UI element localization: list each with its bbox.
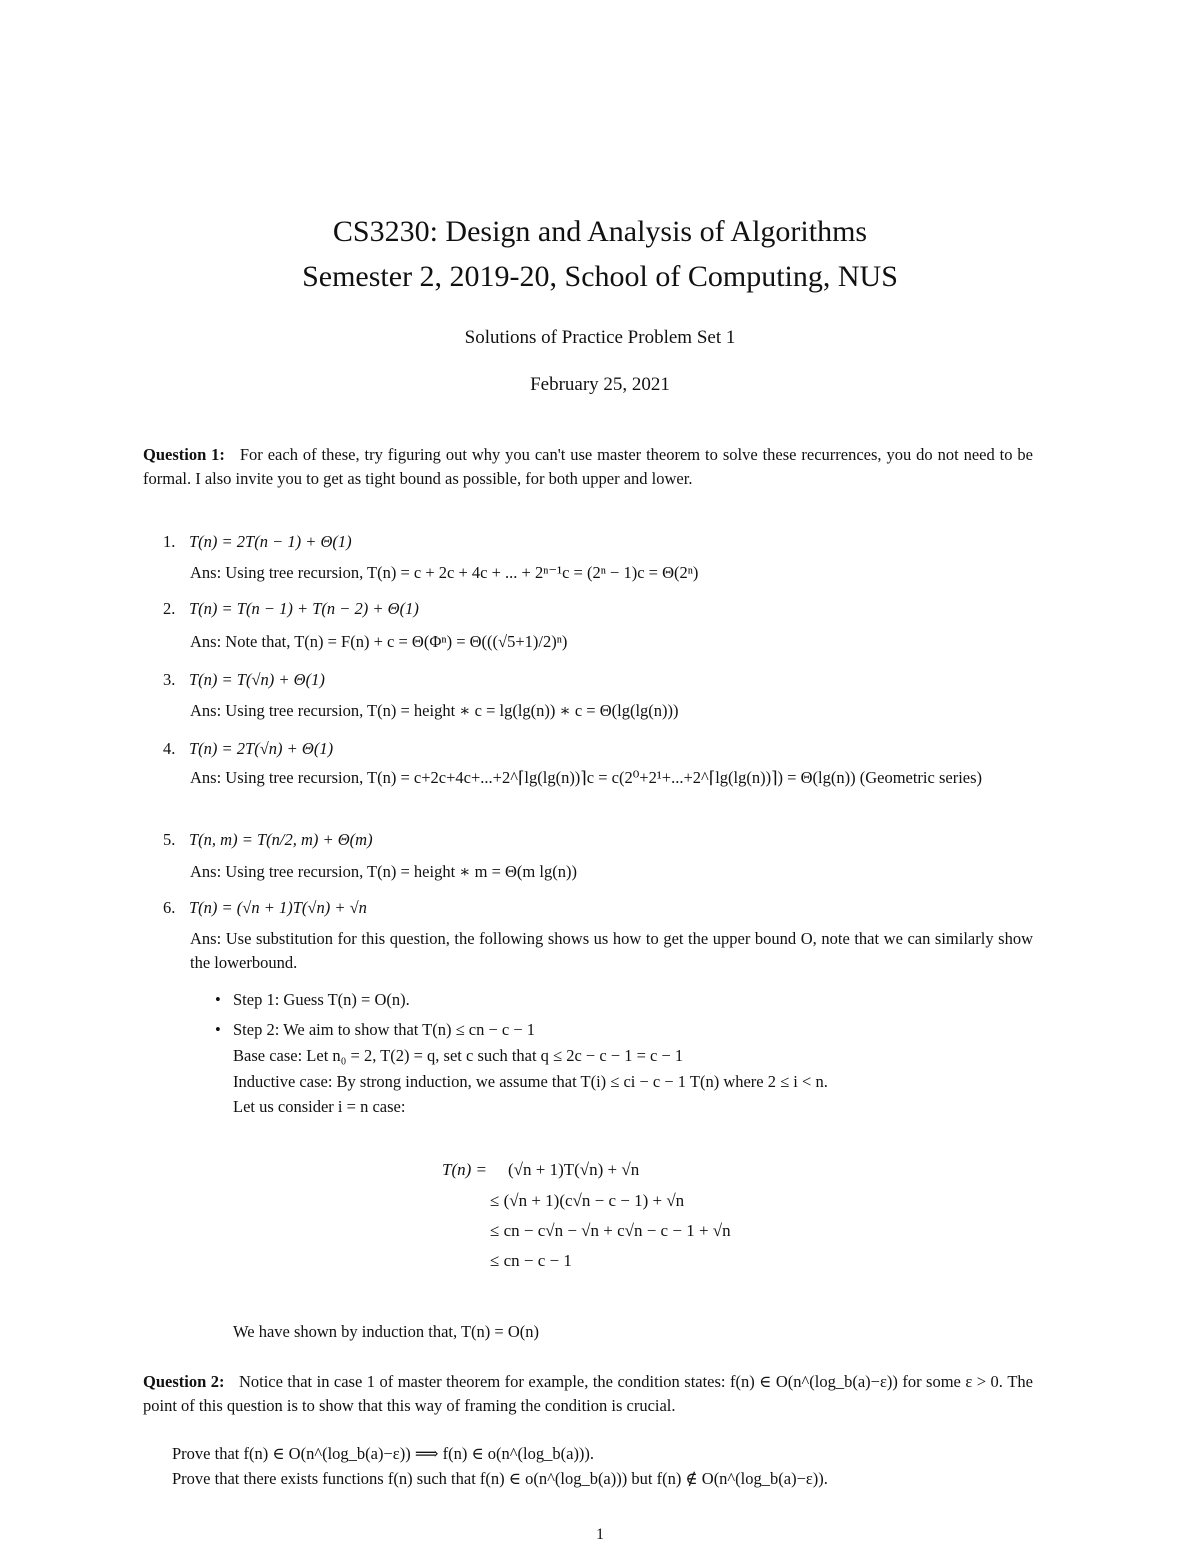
list-item (163, 597, 1033, 621)
derivation-line-3: ≤ cn − c√n − √n + c√n − c − 1 + √n (490, 1221, 731, 1240)
item-answer: Ans: Note that, T(n) = F(n) + c = Θ(Φⁿ) = Θ(((√5+1)/2)ⁿ) (190, 632, 568, 651)
item-number: 3. (163, 670, 176, 689)
document-title-line2: Semester 2, 2019-20, School of Computing, NUS (302, 260, 898, 293)
inductive-case: Inductive case: By strong induction, we assume that T(i) ≤ ci − c − 1 T(n) where 2 ≤ i < n. (233, 1072, 828, 1091)
question-1 (143, 443, 1033, 491)
list-item (163, 737, 1033, 761)
item-recurrence: T(n) = (√n + 1)T(√n) + √n (189, 898, 367, 917)
step-2-text: Step 2: We aim to show that T(n) ≤ cn − c − 1 (233, 1020, 536, 1039)
consider-case: Let us consider i = n case: (233, 1097, 406, 1116)
item-recurrence: T(n) = T(√n) + Θ(1) (189, 670, 325, 689)
derivation-line-4: ≤ cn − c − 1 (490, 1251, 572, 1270)
bullet-icon: • (215, 1020, 221, 1039)
item-recurrence: T(n) = 2T(n − 1) + Θ(1) (189, 532, 352, 551)
item-number: 5. (163, 830, 176, 849)
base-case: Base case: Let n₀ = 2, T(2) = q, set c such that q ≤ 2c − c − 1 = c − 1 (233, 1046, 684, 1065)
prove-statement-2: Prove that there exists functions f(n) such that f(n) ∈ o(n^(log_b(a))) but f(n) ∉ O(n^(log_b(a)−ε)). (172, 1469, 828, 1488)
document-subtitle: Solutions of Practice Problem Set 1 (464, 327, 736, 348)
item-recurrence: T(n) = T(n − 1) + T(n − 2) + Θ(1) (189, 599, 419, 618)
bullet-icon: • (215, 990, 221, 1009)
list-item (163, 896, 1033, 920)
question-2 (143, 1370, 1033, 1418)
step-1 (215, 988, 1033, 1012)
list-item (163, 668, 1033, 692)
question-1-text: For each of these, try figuring out why you can't use master theorem to solve these recurrences, you do not need to be formal. I also invite you to get as tight bound as possible, for both upper and lower. (143, 445, 1033, 488)
list-item (163, 530, 1033, 554)
item-number: 1. (163, 532, 176, 551)
item-number: 2. (163, 599, 176, 618)
item-number: 6. (163, 898, 176, 917)
question-1-label: Question 1: (143, 445, 225, 464)
question-2-label: Question 2: (143, 1372, 225, 1391)
item-recurrence: T(n) = 2T(√n) + Θ(1) (189, 739, 334, 758)
document-title: CS3230: Design and Analysis of Algorithms (332, 215, 868, 248)
question-2-text: Notice that in case 1 of master theorem for example, the condition states: f(n) ∈ O(n^(log_b(a)−ε)) for some ε > 0. The point of this question is to show that this way of framing the condition is crucial. (143, 1372, 1033, 1415)
step-1-text: Step 1: Guess T(n) = O(n). (233, 990, 410, 1009)
prove-statement-1: Prove that f(n) ∈ O(n^(log_b(a)−ε)) ⟹ f(n) ∈ o(n^(log_b(a))). (172, 1444, 595, 1463)
item-answer: Ans: Using tree recursion, T(n) = c+2c+4c+...+2^⌈lg(lg(n))⌉c = c(2⁰+2¹+...+2^⌈lg(lg(n))⌉) = Θ(lg(n)) (Geometric series) (190, 768, 983, 787)
page-number: 1 (596, 1526, 604, 1543)
derivation-line-1: (√n + 1)T(√n) + √n (508, 1160, 640, 1179)
conclusion: We have shown by induction that, T(n) = O(n) (233, 1322, 539, 1341)
item-number: 4. (163, 739, 176, 758)
item-answer: Ans: Use substitution for this question, the following shows us how to get the upper bound O, note that we can similarly show the lowerbound. (190, 929, 1033, 972)
item-answer: Ans: Using tree recursion, T(n) = height ∗ m = Θ(m lg(n)) (190, 862, 577, 881)
item-recurrence: T(n, m) = T(n/2, m) + Θ(m) (189, 830, 373, 849)
step-2 (215, 1018, 1033, 1042)
derivation-lhs: T(n) = (442, 1160, 487, 1179)
item-answer: Ans: Using tree recursion, T(n) = c + 2c + 4c + ... + 2ⁿ⁻¹c = (2ⁿ − 1)c = Θ(2ⁿ) (190, 563, 699, 582)
item-answer: Ans: Using tree recursion, T(n) = height ∗ c = lg(lg(n)) ∗ c = Θ(lg(lg(n))) (190, 701, 679, 720)
derivation-line-2: ≤ (√n + 1)(c√n − c − 1) + √n (490, 1191, 685, 1210)
document-date: February 25, 2021 (530, 374, 670, 395)
list-item (163, 828, 1033, 852)
